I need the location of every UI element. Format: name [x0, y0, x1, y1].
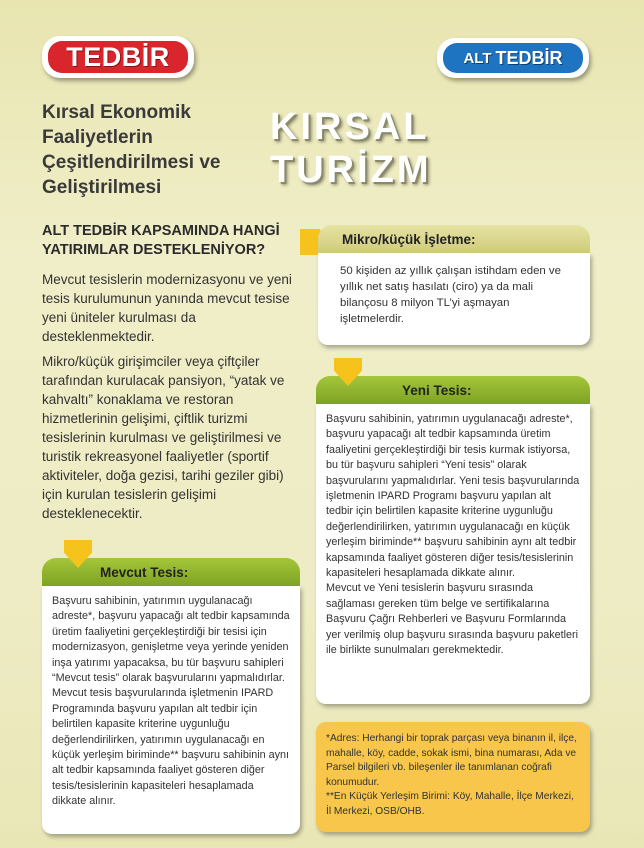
mevcut-tesis-text: Başvuru sahibinin, yatırımın uygulanacağı adreste*, başvuru yapacağı alt tedbir kapsamında üretim faaliyetini gerçekleştirdiği bir tesisi için modernizasyon, genişletme veya yerinde yeniden inşa yatırımı yapacaksa, bu tür başvuru sahipleri “Mevcut tesis” olarak başvurularını yapmalıdırlar. Mevcut tesis başvurularında işletmenin IPARD Programında başvuru yapılan alt tedbir için belirtilen kapasite kriterine uygunluğu değerlendirilirken, yatırımın uygulanacağı en küçük yerleşim biriminde** başvuru sahibinin aynı alt tedbir kapsamında faaliyet gösteren diğer tesis/tesislerinin kapasiteleri hesaplamada dikkate alınır. — [42, 586, 300, 834]
footnote-yerlesim: **En Küçük Yerleşim Birimi: Köy, Mahalle, İlçe Merkezi, İl Merkezi, OSB/OHB. — [326, 791, 574, 817]
footnote-box — [316, 722, 590, 832]
yeni-tesis-text: Başvuru sahibinin, yatırımın uygulanacağı adreste*, başvuru yapacağı alt tedbir kapsamında üretim faaliyetini gerçekleştirdiği bir tesis kurmak istiyorsa, bu tür başvuru sahipleri “Yeni tesis” olarak başvurularını yapmalıdırlar. Yeni tesis başvurularında işletmenin IPARD Programı başvuru yapılan alt tedbir için belirtilen kapasite kriterine uygunluğu değerlendirilirken, yatırımın uygulanacağı en küçük yerleşim biriminde** başvuru sahibinin aynı alt tedbir kapsamında faaliyet gösteren diğer tesis/tesislerinin kapasiteleri hesaplamada dikkate alınır. — [326, 413, 580, 580]
intro-paragraph-1: Mevcut tesislerin modernizasyonu ve yeni tesis kurulumunun yanında mevcut tesise yeni üniteler kurulması da desteklenmektedir. — [42, 272, 292, 344]
intro-paragraph-2: Mikro/küçük girişimciler veya çiftçiler tarafından kurulacak pansiyon, “yatak ve kahvaltı” konaklama ve restoran hizmetlerinin gelişimi, çiftlik turizmi tesislerinin kurulması ve geliştirilmesi ve turistik rekreasyonel faaliyetler (sportif aktiviteler, doğa gezisi, tarihi geziler gibi) için kurulan tesislerin gelişimi desteklenecektir. — [42, 354, 285, 521]
mevcut-tesis-card — [42, 540, 300, 834]
yeni-tesis-text-2: Mevcut ve Yeni tesislerin başvuru sırasında sağlaması gereken tüm belge ve sertifikalarına Başvuru Çağrı Rehberleri ve Başvuru Formlarında yer verilmiş olup başvuru sırasında başvuru paketleri ile birlikte sunulmaları gerekmektedir. — [326, 582, 579, 657]
yeni-tesis-card — [316, 358, 590, 704]
mevcut-tesis-title: Mevcut Tesis: — [42, 558, 300, 586]
mikro-card-text: 50 kişiden az yıllık çalışan istihdam eden ve yıllık net satış hasılatı (ciro) ya da mali bilançosu 8 milyon TL’yi aşmayan işletmelerdir. — [318, 253, 590, 345]
tedbir-badge — [42, 36, 194, 78]
measure-subtitle: Kırsal Ekonomik Faaliyetlerin Çeşitlendirilmesi ve Geliştirilmesi — [42, 102, 221, 198]
alt-badge-prefix: ALT — [463, 49, 492, 67]
mikro-card-title: Mikro/küçük İşletme: — [318, 225, 590, 253]
alt-badge-word: TEDBİR — [495, 47, 563, 68]
alt-tedbir-badge-inner — [443, 43, 583, 73]
tedbir-badge-label: TEDBİR — [48, 41, 188, 73]
footnote-adres: *Adres: Herhangi bir toprak parçası veya binanın il, ilçe, mahalle, köy, cadde, sokak ismi, bina numarası, Ada ve Parsel bilgileri vb. bileşenler ile tanımlanan coğrafi konumudur. — [326, 733, 577, 788]
yeni-tesis-title: Yeni Tesis: — [316, 376, 590, 404]
yeni-tesis-body — [316, 404, 590, 704]
section-question: ALT TEDBİR KAPSAMINDA HANGİ YATIRIMLAR DESTEKLENİYOR? — [42, 223, 280, 258]
mikro-card — [300, 225, 590, 345]
alt-tedbir-badge — [437, 38, 589, 78]
page-title: KIRSAL TURİZM — [270, 106, 432, 191]
